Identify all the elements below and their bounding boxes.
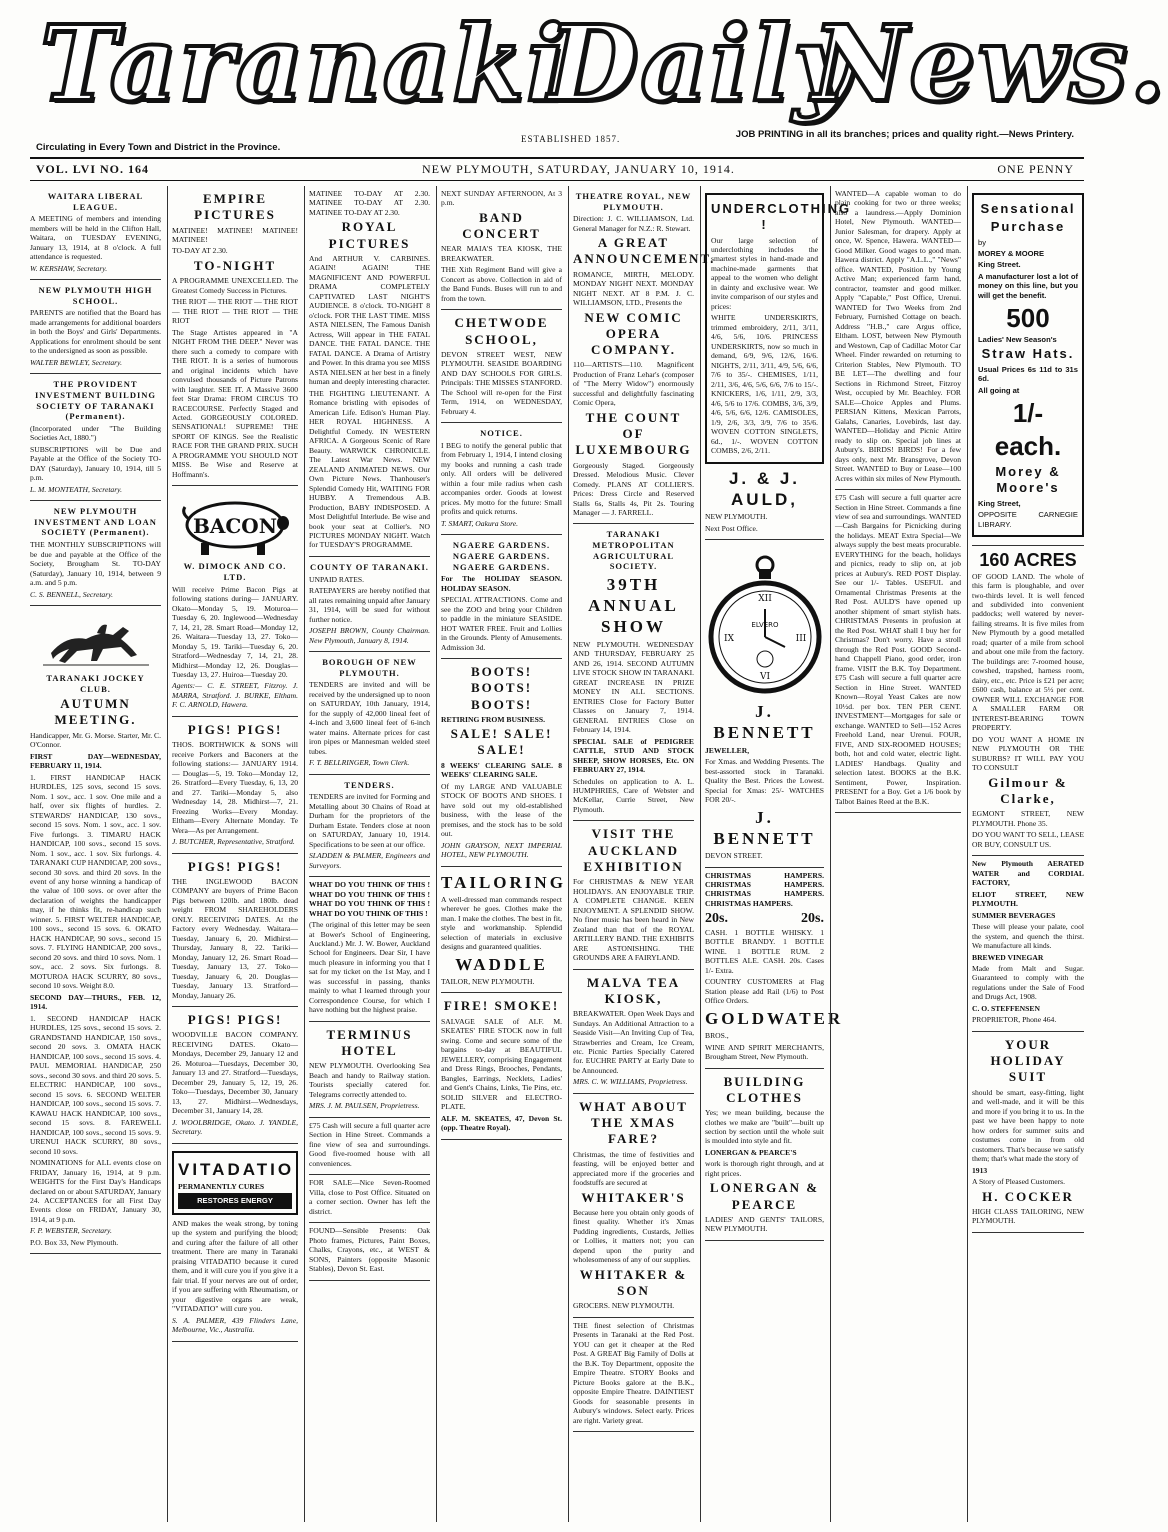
ad-subheading: PROPRIETOR, Phone 464.	[972, 1015, 1057, 1025]
ad-subheading: BROS.,	[705, 1031, 729, 1041]
ad-subheading: by	[978, 237, 987, 247]
ad-subheading: TO-DAY AT 2.30.	[172, 246, 228, 256]
ad-section-sale	[309, 1118, 430, 1175]
ad-heading-large: J. BENNETT	[713, 702, 816, 743]
ad-heading-large: WHITAKER'S	[581, 1189, 686, 1205]
ad-subheading: SUMMER BEVERAGES	[972, 910, 1056, 920]
ad-heading-large: PIGS! PIGS!	[187, 858, 283, 874]
ad-heading-large: 39TH ANNUAL SHOW	[588, 574, 679, 637]
ad-subheading: MOREY & MOORE	[978, 248, 1045, 258]
ad-body: SALVAGE SALE of ALF. M. SKEATES' FIRE STOCK now in full swing. Come and secure some of the bargains to-day at BEAUTIFUL JEWELLERY, comprising Engagement and Dress Rings, Brooches, Pendants, Bangles, Earrings, Necklets, Ladies' and Gent's Chains, Links, Tie Pins, etc. SOLID SILVER and ELECTRO-PLATE.	[441, 1016, 562, 1112]
ad-loan-society	[30, 501, 161, 606]
ad-red-post	[573, 1318, 694, 1432]
job-printing-line: JOB PRINTING in all its branches; prices and quality right.—News Printery.	[735, 129, 1074, 140]
ad-heading-large: NEW COMIC OPERA COMPANY.	[584, 309, 683, 358]
ad-empire-pictures	[172, 186, 298, 486]
ad-subheading: NEAR MAIA'S TEA KIOSK, THE BREAKWATER.	[441, 244, 562, 263]
ad-heading-large: VITADATIO	[178, 1159, 295, 1179]
ad-heading: WAITARA LIBERAL LEAGUE.	[47, 191, 144, 212]
race-day-heading: FIRST DAY—WEDNESDAY, FEBRUARY 11, 1914.	[30, 751, 161, 771]
ad-body: RATEPAYERS are hereby notified that all rates remaining unpaid after January 31, 1914, will be sued for without further notice.	[309, 586, 430, 624]
ad-heading: NEW PLYMOUTH INVESTMENT AND LOAN SOCIETY (Permanent).	[34, 506, 157, 538]
underclothing-box	[705, 193, 852, 464]
ad-signature: JOSEPH BROWN, County Chairman. New Plymouth, January 8, 1914.	[309, 626, 430, 645]
column-6	[700, 186, 852, 1522]
ad-body: Schedules on application to A. L. HUMPHRIES, Care of Webster and McKellar, Currie Street, New Plymouth.	[573, 776, 694, 814]
ad-auckland-exhibition	[573, 821, 694, 969]
ad-heading: W. DIMOCK AND CO. LTD.	[183, 561, 287, 582]
ad-pigs-borthwick	[172, 717, 298, 854]
ad-body: AND makes the weak strong, by toning up the system and purifying the blood; and curing after the failure of all other treatment. There are many in Taranaki praising VITADATIO because it cured them, and it will cure you if you give it a fair trial. If your nerves are out of order, if you are suffering with Rheumatism, or your digestive organs are weak, "VITADATIO" will cure you.	[172, 1218, 298, 1314]
ad-signature: L. M. MONTEATH, Secretary.	[30, 484, 123, 494]
ad-found	[309, 1223, 430, 1280]
ad-body: SUBSCRIPTIONS will be Due and Payable at the Office of the Society TO-DAY (Saturday), January 10, 1914, till 5 p.m.	[30, 444, 161, 483]
pocket-watch-illustration	[709, 547, 821, 697]
ad-heading: NOTICE.	[480, 428, 523, 439]
ad-signature: S. A. PALMER, 439 Flinders Lane, Melbourne, Vic., Australia.	[172, 1315, 298, 1335]
ad-address: Next Post Office.	[705, 523, 758, 533]
ad-body: THOS. BORTHWICK & SONS will receive Porkers and Baconers at the following stations:— JANUARY 1914.— Douglas—5, 19. Toko—Monday 12, 26. Stratford—Every Tuesday, 6, 13, 20 and 27. Tariki—Monday 5, also Wednesday 14, 28. Midhirst—7, 21. Freezing Works—Every Monday. Eltham—Every Alternate Monday. Te Wera—As per Arrangement.	[172, 740, 298, 835]
ad-subheading: King Street,	[978, 498, 1021, 508]
watch-brand-label: ELVERO	[750, 621, 779, 630]
svg-text:XII: XII	[757, 594, 772, 605]
morey-moore-box	[972, 193, 1084, 537]
ad-bowers-school	[309, 877, 430, 1022]
ad-body: Will receive Prime Bacon Pigs at following stations during— JANUARY. Okato—Monday 5, 19. Moturoa—Tuesday 6, 20. Inglewood—Wednesday 7, 14, 21, 28. Smart Road—Monday 12, 26. Waitara—Tuesday 13, 27. Toko—Monday 5, 19. Tariki—Tuesday 6, 20. Stratford—Wednesday 7, 14, 21, 28. Midhirst—Monday 12, 26. Douglas—Tuesday 13, 27. Huiroa—Tuesday 20.	[172, 584, 298, 679]
column-4	[436, 186, 566, 1522]
ad-subheading: Handicapper, Mr. G. Morse. Starter, Mr. C. O'Connor.	[30, 730, 161, 750]
vitadatio-box	[172, 1151, 298, 1215]
ad-heading-large: Straw Hats.	[981, 346, 1075, 362]
ad-fire-sale	[441, 993, 562, 1139]
ad-ngaere-gardens	[441, 535, 562, 659]
ad-signature: T. SMART, Oakura Store.	[441, 518, 519, 528]
ad-body: For CHRISTMAS & NEW YEAR HOLIDAYS. AN ENJOYABLE TRIP. A COMPLETE CHANGE. KEEN ENJOYMENT. A SPLENDID SHOW. No finer music has been heard in New Zealand than that of the ROYAL ARTILLERY BAND. THE EXHIBITS ARE ASTONISHING. THE GROUNDS ARE A FAIRYLAND.	[573, 877, 694, 963]
ad-heading: TARANAKI JOCKEY CLUB.	[46, 672, 145, 694]
ad-body: THE MONTHLY SUBSCRIPTIONS will be due and payable at the Office of the Society, Brougham St. TO-DAY (Saturday), January 10, 1914, between 9 a.m. and 5 p.m.	[30, 540, 161, 588]
ad-body: ROMANCE, MIRTH, MELODY. MONDAY NIGHT NEXT. MONDAY NIGHT NEXT. AT 8 P.M. J. C. WILLIAMSON, LTD., Presents the	[573, 269, 694, 308]
acres-heading: 160 ACRES	[979, 550, 1077, 571]
issue-price: ONE PENNY	[997, 162, 1074, 176]
ad-subheading: BREWED VINEGAR	[972, 952, 1044, 962]
ad-body: And ARTHUR V. CARBINES. AGAIN! AGAIN! THE MAGNIFICENT AND POWERFUL DRAMA COMPLETELY CAPTIVATED LAST NIGHT'S AUDIENCE. 8 o'clock. TO-NIGHT 8 o'clock. FOR THE LAST TIME. MISS ASTA NIELSEN, The Famous Danish Actress, Will appear in THE FATAL DANCE. THE FATAL DANCE. THE FATAL DANCE. A Drama of Artistry and Power. In this drama you see MISS ASTA NIELSEN at her best in a finely human and deeply interesting character.	[309, 253, 430, 387]
ad-body: Of my LARGE AND VALUABLE STOCK OF BOOTS AND SHOES. I have sold out my old-established business, with the lease of the premises, and the stock has to be sold out.	[441, 781, 562, 839]
ad-subheading: GROCERS. NEW PLYMOUTH.	[573, 1301, 675, 1311]
ad-address: EGMONT STREET, NEW PLYMOUTH. Phone 35.	[972, 809, 1084, 828]
ad-villa-sale	[309, 1175, 430, 1223]
hamper-price-right: 20s.	[801, 911, 824, 927]
column-5	[568, 186, 716, 1522]
established-line: ESTABLISHED 1857.	[521, 134, 621, 144]
ad-heading-large: LONERGAN & PEARCE	[709, 1180, 820, 1212]
ad-bacon	[172, 486, 298, 717]
ad-body: NEW PLYMOUTH. Overlooking Sea Beach and handy to Railway station. Tourists specially catered for. Telegrams correctly attended to.	[309, 1061, 430, 1099]
ad-band-concert	[441, 186, 562, 310]
ad-subheading: Usual Prices 6s 11d to 31s 6d.	[978, 364, 1078, 384]
ad-heading-large: TAILORING	[441, 872, 566, 892]
ad-address: DEVON STREET.	[705, 851, 763, 861]
ad-boots-sale	[441, 659, 562, 867]
ad-theatre-royal	[573, 186, 716, 524]
ad-signature: WALTER BEWLEY, Secretary.	[30, 357, 122, 367]
svg-text:III: III	[795, 634, 806, 645]
ad-signature: MRS. J. M. PAULSEN, Proprietress.	[309, 1101, 420, 1111]
ad-body: should be smart, easy-fitting, light and well-made, and it will be this and more if you bring it to us. In the past we have been happy to note how orders for summer suits and costumes come in from old customers. That's because we satisfy them; that's what made the story of	[972, 1087, 1084, 1164]
hats-price: 1/- each.	[994, 398, 1062, 461]
ad-body: THE Xith Regiment Band will give a Concert as above. Collection in aid of the Band Funds. Buses will run to and from the town.	[441, 265, 562, 303]
race-list: 1. FIRST HANDICAP HACK HURDLES, 125 sovs, second 15 sovs. Nom. 1 sov., acc. 1 sov. One mile and a half, over six flights of hurdles. 2. STEWARDS' HANDICAP, 130 sovs., second 15 sovs. Nom. 1 sov., acc. 1 sov. Five furlongs. 3. TIMARU HACK HANDICAP, 100 sovs., second 15 sovs. Nom. 1 sov., acc. 1 sov. Six furlongs. 4. TARANAKI CUP HANDICAP, 200 sovs., second 30 sovs. and third 20 sovs. In the event of any horse winning a handicap of the value of 100 sovs. or over after the declaration of weights the handicapper may, if he thinks fit, re-handicap such winner. 5. FIRST WELTER HANDICAP, 100 sovs., second 15 sovs. 6. OKATO HACK HANDICAP, 90 sovs., second 15 sovs. 7. FLYING HANDICAP, 200 sovs., second 20 sovs. and third 10 sovs. Nom. 1 sov., acc. 2 sovs. Six furlongs. 8. MOTUROA HACK SCURRY, 80 sovs., second 10 sovs. Weight 8.0.	[30, 772, 161, 991]
ad-gilmour-clarke	[972, 546, 1084, 856]
ad-signature: C. S. BENNELL, Secretary.	[30, 589, 114, 599]
ad-heading-large: VISIT THE AUCKLAND EXHIBITION	[583, 826, 684, 874]
ad-provident-society	[30, 374, 161, 501]
ad-waitara-league	[30, 186, 161, 280]
ad-address: OPPOSITE CARNEGIE LIBRARY.	[978, 510, 1078, 529]
ad-heading-large: WADDLE	[455, 954, 548, 974]
masthead-title-news: News.	[812, 2, 1168, 125]
ad-body: £75 Cash will secure a full quarter acre Section in Hine Street. Commands a fine view of sea and surroundings. Good five-roomed house with all conveniences.	[309, 1120, 430, 1168]
ad-pigs-woodville	[172, 1007, 298, 1144]
ad-heading-large: Sensational	[980, 201, 1076, 216]
ad-body: SPECIAL ATTRACTIONS. Come and see the ZOO and bring your Children to paddle in the miniature SEASIDE. HOT WATER FREE. Fruit and Lollies in the Grounds. Plenty of Amusements. Admission 3d.	[441, 595, 562, 652]
ad-subheading: A Story of Pleased Customers.	[972, 1177, 1066, 1187]
ad-subheading: RETIRING FROM BUSINESS.	[441, 714, 546, 724]
ad-subheading: WHAT DO YOU THINK OF THIS ! WHAT DO YOU THINK OF THIS ! WHAT DO YOU THINK OF THIS ! WHAT DO YOU THINK OF THIS !	[309, 880, 430, 918]
ad-heading-large: WHITAKER & SON	[579, 1266, 688, 1299]
ad-body: work is thorough right through, and at right prices.	[705, 1159, 824, 1178]
ad-subheading: All going at	[978, 385, 1020, 395]
column-2	[167, 186, 302, 1522]
ad-heading-large: SALE! SALE! SALE!	[450, 726, 553, 758]
ad-body: 110—ARTISTS—110. Magnificent Production of Franz Lehar's (composer of "The Merry Widow") enormously successful and delightfully fascinating Comic Opera,	[573, 360, 694, 408]
masthead-title-taranaki: Taranaki	[40, 2, 568, 125]
column-3	[304, 186, 434, 1522]
ad-body: THE finest selection of Christmas Presents in Taranaki at the Red Post. YOU can get it cheaper at the Red Post. A GREAT Big Family of Dolls at the B.K. Toy Department, opposite the Empire Theatre. STORY Books and Picture Books galore at the B.K., opposite Empire Theatre. DAINTIEST Goods for seasonable presents in Aubury's windows. Select early. Prices are right. Variety great.	[573, 1320, 694, 1425]
ad-heading-large: TO-NIGHT	[193, 257, 277, 273]
ad-list: THE RIOT — THE RIOT — THE RIOT — THE RIOT — THE RIOT — THE RIOT	[172, 297, 298, 326]
svg-text:IX: IX	[723, 634, 734, 645]
ad-subheading: TAILOR, NEW PLYMOUTH.	[441, 976, 535, 986]
ad-body: NEW PLYMOUTH. WEDNESDAY AND THURSDAY, FEBRUARY 25 AND 26, 1914. SECOND AUTUMN LIVE STOCK SHOW IN TARANAKI. GREAT INCREASE IN PRIZE MONEY IN ALL SECTIONS. ENTRIES Close for Factory Butter Classes on January 7, 1914. GENERAL ENTRIES Close on February 14, 1914.	[573, 639, 694, 735]
ad-subheading: 1913	[972, 1165, 988, 1175]
ad-borough	[309, 652, 430, 775]
price-list: WHITE UNDERSKIRTS, trimmed embroidery, 2/11, 3/11, 4/6, 5/6, 10/6. PRINCESS UNDERSKIRTS, now so much in demand, 6/9, 9/6, 12/6, 16/6. NIGHTS, 2/11, 3/11, 4/9, 5/6, 6/6, 7/6 to 35/-. CHEMISES, 1/11, 2/11, 3/6, 4/6, 5/6, 6/6, 7/6 to 15/-. KNICKERS, 1/6, 1/11, 2/9, 3/3, 4/6, 5/6 to 17/6. COMBS, 3/6, 3/9, 4/6, 5/6, 6/6, 12/6. CAMISOLES, 1/9, 2/6, 3/3, 3/9, 7/6 to 35/6. WOVEN COTTON SINGLETS, 6d., 1/-. WOVEN COTTON COMBS, 2/6, 2/11.	[711, 313, 818, 456]
ad-body: THE FIGHTING LIEUTENANT. A Romance bristling with episodes of American Life. Edison's Human Play. HER ROYAL HIGHNESS. A Delightful Comedy. IN WESTERN AFRICA. A Gorgeous Scenic of Rare Beauty. WARWICK CHRONICLE. The Latest War News. NEW ZEALAND ANIMATED NEWS. Our Own Picture News. Thanhouser's Splendid Comedy Hit, WAITING FOR HUBBY. A Tremendous A.B. Production, BABY INDISPOSED. A Most Delightful Interlude. Be wise and book your seat at Collier's. NO PICTURES MONDAY NIGHT. Watch for TUESDAY'S PROGRAMME.	[309, 388, 430, 550]
ad-subheading: Ladies' New Season's	[978, 334, 1057, 344]
ad-heading-large: BUILDING CLOTHES	[723, 1073, 806, 1105]
ad-subheading: NEXT SUNDAY AFTERNOON, At 3 p.m.	[441, 189, 562, 208]
ad-subheading: A PROGRAMME UNEXCELLED. The Greatest Comedy Success in Pictures.	[172, 276, 298, 295]
ad-subheading: NEW PLYMOUTH.	[705, 512, 768, 522]
nominations-text: NOMINATIONS for ALL events close on FRIDAY, January 16, 1914, at 9 p.m. WEIGHTS for the First Day's Handicaps declared on or about SATURDAY, January 24. ACCEPTANCES for all First Day Events close on FRIDAY, January 30, 1914, at 9 p.m.	[30, 1158, 161, 1224]
masthead-rule	[30, 157, 1084, 159]
ad-heading: NGAERE GARDENS. NGAERE GARDENS. NGAERE GARDENS.	[452, 540, 551, 572]
ad-heading: THEATRE ROYAL, NEW PLYMOUTH.	[575, 191, 692, 212]
ad-heading-large: Gilmour & Clarke,	[988, 774, 1068, 806]
ad-body: FOR SALE—Nice Seven-Roomed Villa, close to Post Office. Situated on a corner section. Owner has left the district.	[309, 1178, 430, 1216]
column-1	[30, 186, 165, 1522]
masthead	[0, 0, 1168, 176]
ad-body: A MEETING of members and intending members will be held in the Clifton Hall, Waitara, on TUESDAY EVENING, January 13, 1914, at 8 o'clock. A full attendance is requested.	[30, 214, 161, 262]
ad-body: Gorgeously Staged. Gorgeously Dressed. Melodious Music. Clever Comedy. PLANS AT COLLIER'S. Prices: Dress Circle and Reserved Stalls 6s, Stalls 4s, Pit 2s. Touring Manager — J. FARRELL.	[573, 460, 694, 517]
ad-vitadatio	[172, 1144, 298, 1342]
ad-body: WOODVILLE BACON COMPANY. RECEIVING DATES. Okato—Mondays, December 29, January 12 and 26. Moturoa—Tuesdays, December 30, January 13 and 27. Stratford—Tuesdays, December 29, January 5, 12, 19, 26. Toko—Tuesdays, December 30, January 13, 27. Midhirst—Wednesdays, December 31, January 14, 28.	[172, 1030, 298, 1116]
issue-date: NEW PLYMOUTH, SATURDAY, JANUARY 10, 1914.	[422, 162, 735, 176]
restores-energy-bar: RESTORES ENERGY	[178, 1193, 292, 1208]
race-day-heading: SECOND DAY—THURS., FEB. 12, 1914.	[30, 992, 161, 1012]
ad-county-rates	[309, 557, 430, 652]
ad-body: Yes; we mean building, because the clothes we make are "built"—built up section by section until the whole suit is moulded into style and fit.	[705, 1108, 824, 1146]
ad-heading-large: AUTUMN MEETING.	[54, 696, 137, 728]
ad-heading-large: J. & J. AULD,	[728, 468, 801, 509]
ad-tailoring	[441, 867, 566, 994]
ad-annual-show	[573, 524, 694, 821]
ad-heading-large: BOOTS! BOOTS! BOOTS!	[470, 664, 533, 712]
ad-heading: COUNTY OF TARANAKI.	[310, 561, 429, 572]
ad-heading: BOROUGH OF NEW PLYMOUTH.	[322, 656, 417, 678]
classifieds-more	[835, 490, 961, 813]
ad-body: Our large selection of underclothing includes the smartest styles in hand-made and machine-made garments that appeal to the women who delight in dainty and exclusive wear. We invite comparison of our styles and prices:	[711, 235, 818, 311]
ad-subheading: CHRISTMAS HAMPERS. CHRISTMAS HAMPERS. CHRISTMAS HAMPERS. CHRISTMAS HAMPERS.	[705, 870, 824, 908]
ad-subheading: HIGH CLASS TAILORING, NEW PLYMOUTH.	[972, 1206, 1084, 1226]
ad-body: The Stage Artistes appeared in "A NIGHT FROM THE DEEP." Never was there such a comedy to compare with THE RIOT. It is a series of humorous and original incidents which have convulsed thousands of Picture Patrons with laughter. SEE IT. A Massive 3600 feet Star Drama: FROM CIRCUS TO RACECOURSE. Perfectly Staged and Acted. GORGEOUSLY COLORED. SENSATIONAL! SUPREME! THE SPORT OF KINGS. See the Realistic RACE FOR THE GRAND PRIX. SUCH A PROGRAMME YOU SHOULD NOT MISS. Be Wise and Reserve at Hoffmann's.	[172, 327, 298, 479]
ad-terminus-hotel	[309, 1022, 430, 1118]
ad-royal-pictures	[309, 186, 430, 557]
ad-subheading: Direction: J. C. WILLIAMSON, Ltd. General Manager for N.Z.: R. Stewart.	[573, 214, 694, 233]
ad-heading-large: PIGS! PIGS!	[187, 1012, 283, 1028]
ad-body: PARENTS are notified that the Board has made arrangements for additional boarders in both the Boys' and Girls' Departments. Applications for enrolment should be sent to the undersigned as soon as possible.	[30, 308, 161, 356]
ad-heading-large: FIRE! SMOKE!	[443, 998, 560, 1014]
classifieds-wanted	[835, 186, 961, 490]
ad-underclothing	[705, 186, 852, 540]
dateline-rule	[30, 180, 1084, 181]
ad-body: Because here you obtain only goods of finest quality. Whether it's Xmas Pudding ingredients, Custards, Jellies or Lollies, it matters not; you can depend upon the purity and wholesomeness of any of our supplies.	[573, 1207, 694, 1265]
ad-heading-large: GOLDWATER	[705, 1008, 844, 1028]
ad-lonergan-pearce	[705, 1069, 824, 1241]
ad-signature: F. T. BELLRINGER, Town Clerk.	[309, 758, 410, 768]
svg-text:VI: VI	[759, 672, 770, 683]
ad-heading-large: WHAT ABOUT THE XMAS FARE?	[579, 1098, 688, 1147]
ad-pigs-inglewood	[172, 854, 298, 1008]
ad-body: These will please your palate, cool the system, and quench the thirst. We manufacture all kinds.	[972, 922, 1084, 951]
ad-subheading: New Plymouth AERATED WATER and CORDIAL FACTORY,	[972, 859, 1084, 888]
column-7	[830, 186, 965, 1522]
ad-heading: THE PROVIDENT INVESTMENT BUILDING SOCIETY OF TARANAKI (Permanent).	[34, 379, 157, 422]
ad-body: I BEG to notify the general public that from February 1, 1914, I intend closing my books and running a cash trade only. All orders will be delivered within a four mile radius when cash accompanies order. Goods at lowest prices. My motto for the future: Small profits and quick returns.	[441, 440, 562, 517]
ad-signature: J. BUTCHER, Representative, Stratford.	[172, 837, 295, 847]
ad-heading: TARANAKI METROPOLITAN AGRICULTURAL SOCIETY.	[592, 529, 675, 572]
ad-body: WINE AND SPIRIT MERCHANTS, Brougham Street, New Plymouth.	[705, 1042, 824, 1062]
ad-heading-large: H. COCKER	[982, 1188, 1074, 1204]
ad-subheading: MATINEE TO-DAY AT 2.30. MATINEE TO-DAY AT 2.30. MATINEE TO-DAY AT 2.30.	[309, 189, 430, 217]
ad-body: A well-dressed man commands respect wherever he goes. Clothes make the man. I make the clothes. The best in fit, style and workmanship. Splendid selection of materials in exclusive designs and guaranteed qualities.	[441, 894, 562, 952]
ad-notice	[441, 423, 562, 535]
ad-body: A manufacturer lost a lot of money on this line, but you will get the benefit.	[978, 271, 1078, 300]
ad-signature: C. O. STEFFENSEN	[972, 1003, 1040, 1013]
hamper-price-left: 20s.	[705, 911, 728, 927]
ad-heading-large: ROYAL PICTURES	[328, 219, 411, 251]
ad-body: Made from Malt and Sugar. Guaranteed to comply with the regulations under the Sale of Food and Drugs Act, 1908.	[972, 964, 1084, 1002]
ad-high-school	[30, 280, 161, 374]
ad-signature: JOHN GRAYSON, NEXT IMPERIAL HOTEL, NEW PLYMOUTH.	[441, 840, 562, 860]
ad-body: COUNTRY CUSTOMERS at Flag Station please add Rail (1/6) to Post Office Orders.	[705, 977, 824, 1006]
ad-subheading: JEWELLER,	[705, 745, 750, 755]
ad-body: TENDERS are invited and will be received by the undersigned up to noon on SATURDAY, 10th January, 1914, for the supply of 42,000 lineal feet of 4-inch and 3,600 lineal feet of 6-inch water mains. Alternate prices for cast iron pipes or Mannesman welded steel tubes.	[309, 680, 430, 756]
masthead-title-daily: Daily	[548, 2, 856, 125]
ad-signature: W. KERSHAW, Secretary.	[30, 263, 108, 273]
ad-subheading: (Incorporated under "The Building Societies Act, 1880.")	[30, 423, 161, 443]
ad-subheading: UNPAID RATES.	[309, 574, 364, 584]
ad-body: TENDERS are invited for Forming and Metalling about 30 Chains of Road at Durham for the proprietors of the Durham Estate. Tenders close at noon on SATURDAY, January 10, 1914. Specifications to be seen at our office.	[309, 792, 430, 849]
hats-quantity: 500	[1006, 303, 1050, 334]
ad-heading-large: Purchase	[990, 219, 1066, 235]
ad-heading-large: A GREAT ANNOUNCEMENT.	[573, 235, 716, 267]
ad-heading: TENDERS.	[344, 779, 395, 790]
ad-aerated-water	[972, 856, 1084, 1032]
ad-chetwode-school	[441, 310, 562, 423]
ad-bennett-jeweller	[705, 540, 824, 867]
ad-body: For Xmas. and Wedding Presents. The best-assorted stock in Taranaki. Quality the Best. Prices the Lowest. Special for Xmas: 25/- WATCHES FOR 20/-.	[705, 757, 824, 805]
volume-number: VOL. LVI NO. 164	[36, 162, 150, 176]
ad-heading: NEW PLYMOUTH HIGH SCHOOL.	[38, 285, 153, 306]
ad-heading-large: PIGS! PIGS!	[187, 721, 283, 737]
ad-body: THE INGLEWOOD BACON COMPANY are buyers of Prime Bacon Pigs between 120lb. and 180lb. dead weight FROM SHAREHOLDERS ONLY. RECEIVING DATES. At the Factory every Wednesday. Waitara—Tuesday, January 6, 20. Midhirst—Thursday, January 8, 22. Tariki—Monday, January 12, 26. Smart Road—Tuesday, January 13, 27. Toko—Tuesday, January 6, 20. Douglas—Tuesday, January 13. Stratford—Monday, January 26.	[172, 876, 298, 1000]
ad-signature: SLADDEN & PALMER, Engineers and Surveyors.	[309, 851, 430, 870]
hamper-prices	[705, 910, 824, 928]
ad-jockey-club	[30, 606, 161, 1254]
ad-subheading: For The HOLIDAY SEASON. HOLIDAY SEASON.	[441, 574, 562, 593]
ad-subheading: 8 WEEKS' CLEARING SALE. 8 WEEKS' CLEARING SALE.	[441, 760, 562, 780]
ad-body: DEVON STREET WEST, NEW PLYMOUTH. SEASIDE BOARDING AND DAY SCHOOLS FOR GIRLS. Principals: THE MISSES STANFORD. The School will re-open for the First Term, 1914, on WEDNESDAY, February 4.	[441, 349, 562, 416]
ad-body: OF GOOD LAND. The whole of this farm is ploughable, and over two-thirds level. It is well fenced and subdivided into convenient paddocks; well watered by never-failing streams. It is five miles from New Plymouth by a good metalled road; quarter of a mile from school and about one mile from the factory. The buildings are: 7-roomed house, cowshed, trapshed, harness room, dairy, etc., etc. Price is £21 per acre; £600 cash, balance at 5½ per cent. OWNER WILL EXCHANGE FOR A SMALLER FARM OR INTEREST-BEARING TOWN PROPERTY.	[972, 571, 1084, 733]
ad-goldwater-hampers	[705, 868, 844, 1069]
ad-malva-kiosk	[573, 970, 694, 1094]
ad-body: Christmas, the time of festivities and feasting, will be enjoyed better and appreciated more if the groceries and foodstuffs are secured at	[573, 1149, 694, 1188]
ad-heading-large: CHETWODE SCHOOL,	[454, 315, 549, 347]
hamper-list: CASH. 1 BOTTLE WHISKY. 1 BOTTLE BRANDY. 1 BOTTLE WINE. 1 BOTTLE RUM. 2 BOTTLES ALE. CASH. 20s. Cases 1/- Extra.	[705, 927, 824, 975]
ad-signature: MRS. C. W. WILLIAMS, Proprietress.	[573, 1077, 688, 1087]
bacon-label: BACON	[192, 514, 278, 539]
ad-subheading: PERMANENTLY CURES	[178, 1181, 265, 1191]
classified-text: £75 Cash will secure a full quarter acre Section in Hine Street. Commands a fine view of sea and surroundings. WANTED—Cash Bargains for Picnicking during the holidays. MEAT Extra Special—We always supply the best meats procurable. EVERYTHING for the beach, holidays and picnics, ready to slip on, at job prices at Aubury's. RED POST Display. See our 1/- Tables. USEFUL and Ornamental Christmas Presents at the Red Post. AULD'S have opened up another shipment of smart stylish hats. CHRISTMAS Presents in profusion at the Red Post. WHAT shall I buy her for Christmas? Don't worry. Have a stroll through the Red Post. GOOD Second-hand Chappell Piano, good order, iron frame. VISIT the B.K. Toy Department. £75 Cash will secure a full quarter acre Section in Hine Street. WANTED Known—Royal Yeast Cakes are now 10½d. per box. TEN PER CENT. INVESTMENT—Mortgages for sale or exchange. WANTED to Sell—152 Acres Freehold Land, near Urenui. FOUR, FIVE, AND SIX-ROOMED HOUSES; both, hot and cold water, electric light. LADIES' Handbags. Quality and selection latest. BOOKS at the B.K. Sentiment, Power, Inspiration. PRESENT for a Boy. Get a 1/6 book by Talbot Baines Reed at the B.K.	[835, 493, 961, 806]
ad-subheading: SPECIAL SALE of PEDIGREE CATTLE, STUD AND STOCK SHEEP, SHOW HORSES, Etc. ON FEBRUARY 27, 1914.	[573, 736, 694, 775]
ad-subheading: MATINEE! MATINEE! MATINEE! MATINEE!	[172, 225, 298, 244]
column-8	[967, 186, 1084, 1522]
ad-heading-large: Morey & Moore's	[995, 464, 1061, 496]
ad-heading-large: YOUR HOLIDAY SUIT	[990, 1036, 1066, 1085]
ad-signature: Agents:— C. E. STREET, Fitzroy. J. MARRA, Stratford. J. BURKE, Eltham. F. C. ARNOLD, Hawera.	[172, 681, 298, 710]
circulation-line: Circulating in Every Town and District in the Province.	[36, 142, 281, 153]
ad-signature: F. P. WEBSTER, Secretary.	[30, 1226, 112, 1236]
ad-heading-large: EMPIRE PICTURES	[194, 191, 276, 223]
race-list: 1. SECOND HANDICAP HACK HURDLES, 125 sovs., second 15 sovs. 2. GRANDSTAND HANDICAP, 150 sovs., second 20 sovs. 3. OMATA HACK HANDICAP, 100 sovs., second 15 sovs. 4. PAUL MEMORIAL HANDICAP, 250 sovs., second 30 sovs. and third 20 sovs. 5. ELECTRIC HANDICAP, 100 sovs., second 15 sovs. 6. SECOND WELTER HANDICAP, 100 sovs., second 15 sovs. 7. KAWAU HACK HANDICAP, 100 sovs., second 15 sovs. 8. FAREWELL HANDICAP, 100 sovs., second 15 sovs. 9. URENUI HACK SCURRY, 80 sovs., second 10 sovs.	[30, 1013, 161, 1156]
ad-signature: ALF. M. SKEATES, 47, Devon St. (opp. Theatre Royal).	[441, 1113, 562, 1133]
ad-heading-large: J. BENNETT	[713, 807, 816, 848]
ad-body: DO YOU WANT TO SELL, LEASE OR BUY, CONSULT US.	[972, 830, 1084, 849]
ad-body: DO YOU WANT A HOME IN NEW PLYMOUTH OR THE SUBURBS? IT WILL PAY YOU TO CONSULT	[972, 734, 1084, 773]
ad-heading-large: MALVA TEA KIOSK,	[586, 974, 681, 1006]
pig-illustration	[175, 493, 295, 557]
ad-tenders	[309, 775, 430, 878]
ad-signature: J. WOOLBRIDGE, Okato. J. YANDLE, Secretary.	[172, 1117, 298, 1137]
ad-body: (The original of this letter may be seen at Bower's School of Engineering, Auckland.) Mr. J. W. Bower, Auckland School for Engineers. Dear Sir, I have much pleasure in informing you that I sat for my ticket on the 1st May, and I was successful in passing, thanks mainly to what I learned through your Correspondence Course, for which I have nothing but the highest praise.	[309, 920, 430, 1015]
ad-heading-large: THE COUNT OF LUXEMBOURG	[575, 409, 692, 458]
ad-subheading: LADIES' AND GENTS' TAILORS, NEW PLYMOUTH.	[705, 1214, 824, 1234]
ad-cocker-tailoring	[972, 1032, 1084, 1233]
ad-whitakers	[573, 1094, 694, 1318]
racehorse-illustration	[41, 613, 151, 669]
ad-address: P.O. Box 33, New Plymouth.	[30, 1237, 119, 1247]
ad-body: BREAKWATER. Open Week Days and Sundays. An Additional Attraction to a Seaside Visit—An Inviting Cup of Tea, Strawberries and Cream, Ice Cream, etc. Picnic Parties Specially Catered for. EUCHRE PARTY at Early Date to be Announced.	[573, 1009, 694, 1075]
ad-body: FOUND—Sensible Presents: Oak Photo frames, Pictures, Paint Boxes, Chalks, Crayons, etc., at WEST & SONS, Painters (opposite Masonic Stables), Devon St. East.	[309, 1226, 430, 1274]
ad-heading-large: BAND CONCERT	[462, 209, 541, 242]
ad-heading-large: UNDERCLOTHING !	[711, 201, 852, 233]
ad-subheading: LONERGAN & PEARCE'S	[705, 1147, 797, 1157]
classified-text: WANTED—A capable woman to do plain cooking for two or three weeks; also a laundress.—Apply Dominion Hotel, New Plymouth. WANTED—Junior Salesman, for drapery. Apply at once, W. Spence, Hawera. WANTED—Good Milker. Good wages to good man. Hawera district. Apply "A.L.L.," "News" office. WANTED, Position by Young Active Man; experienced farm hand, contractor, teamster and good milker. Apply "Capable," Post Office, Urenui. WANTED for Two Weeks from 2nd February, Furnished Cottage on beach. Address "H.B.," care Argus office, Eltham. LOST, between New Plymouth and Westown, Cap of Cadillac Motor Car Wheel. Finder rewarded on returning to Criterion Stables, New Plymouth. TO BE LET—The dwelling and four Sections in Richmond Street, Fitzroy West, occupied by Mr. Beachley. FOR SALE—Choice Apples and Plums. PERSIAN Kittens, Mexican Parrots, Galahs, Canaries, Lovebirds, last day. WANTED—Holiday and Picnic Attire ready to slip on. Special job lines at Aubury's. BIRDS! BIRDS! For a few days only, next Mr. Bransgrove, Devon Street. WANTED to Buy or Lease—100 Acres within six miles of New Plymouth.	[835, 189, 961, 483]
ad-heading-large: TERMINUS HOTEL	[326, 1026, 413, 1059]
ad-subheading: King Street.	[978, 260, 1021, 270]
ad-address: ELIOT STREET, NEW PLYMOUTH.	[972, 889, 1084, 909]
ad-morey-moore	[972, 186, 1084, 546]
